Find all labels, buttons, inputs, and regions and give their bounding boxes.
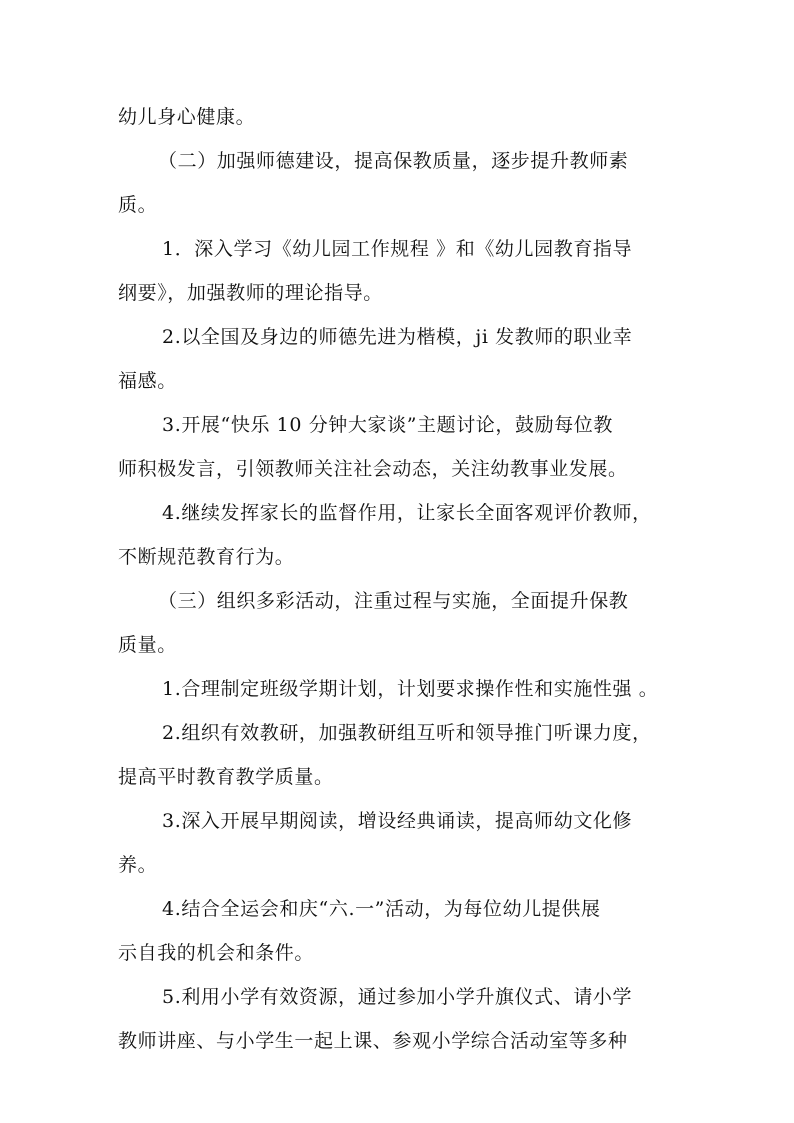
text-line: 养。	[118, 854, 158, 876]
list-item: 1.合理制定班级学期计划，计划要求操作性和实施性强 。	[162, 678, 659, 700]
text-line: 质量。	[118, 634, 177, 656]
list-item: 1．深入学习《幼儿园工作规程 》和《幼儿园教育指导	[162, 238, 633, 260]
section-heading: （三）组织多彩活动，注重过程与实施，全面提升保教	[158, 590, 629, 612]
text-line: 师积极发言，引领教师关注社会动态，关注幼教事业发展。	[118, 458, 628, 480]
list-item: 4.继续发挥家长的监督作用，让家长全面客观评价教师，	[162, 502, 652, 524]
text-line: 福感。	[118, 370, 177, 392]
list-item: 3.深入开展早期阅读，增设经典诵读，提高师幼文化修	[162, 810, 633, 832]
section-heading: （二）加强师德建设，提高保教质量，逐步提升教师素	[158, 150, 629, 172]
text-line: 提高平时教育教学质量。	[118, 766, 334, 788]
text-line: 教师讲座、与小学生一起上课、参观小学综合活动室等多种	[118, 1030, 628, 1052]
list-item: 2.以全国及身边的师德先进为楷模，ji 发教师的职业幸	[162, 326, 633, 348]
text-line: 幼儿身心健康。	[118, 106, 256, 128]
list-item: 5.利用小学有效资源，通过参加小学升旗仪式、请小学	[162, 986, 633, 1008]
text-line: 质。	[118, 194, 158, 216]
list-item: 4.结合全运会和庆“六.一”活动，为每位幼儿提供展	[162, 898, 601, 920]
text-line: 示自我的机会和条件。	[118, 942, 315, 964]
list-item: 3.开展“快乐 10 分钟大家谈”主题讨论，鼓励每位教	[162, 414, 614, 436]
text-line: 纲要》，加强教师的理论指导。	[118, 282, 383, 304]
list-item: 2.组织有效教研，加强教研组互听和领导推门听课力度，	[162, 722, 652, 744]
text-line: 不断规范教育行为。	[118, 546, 295, 568]
